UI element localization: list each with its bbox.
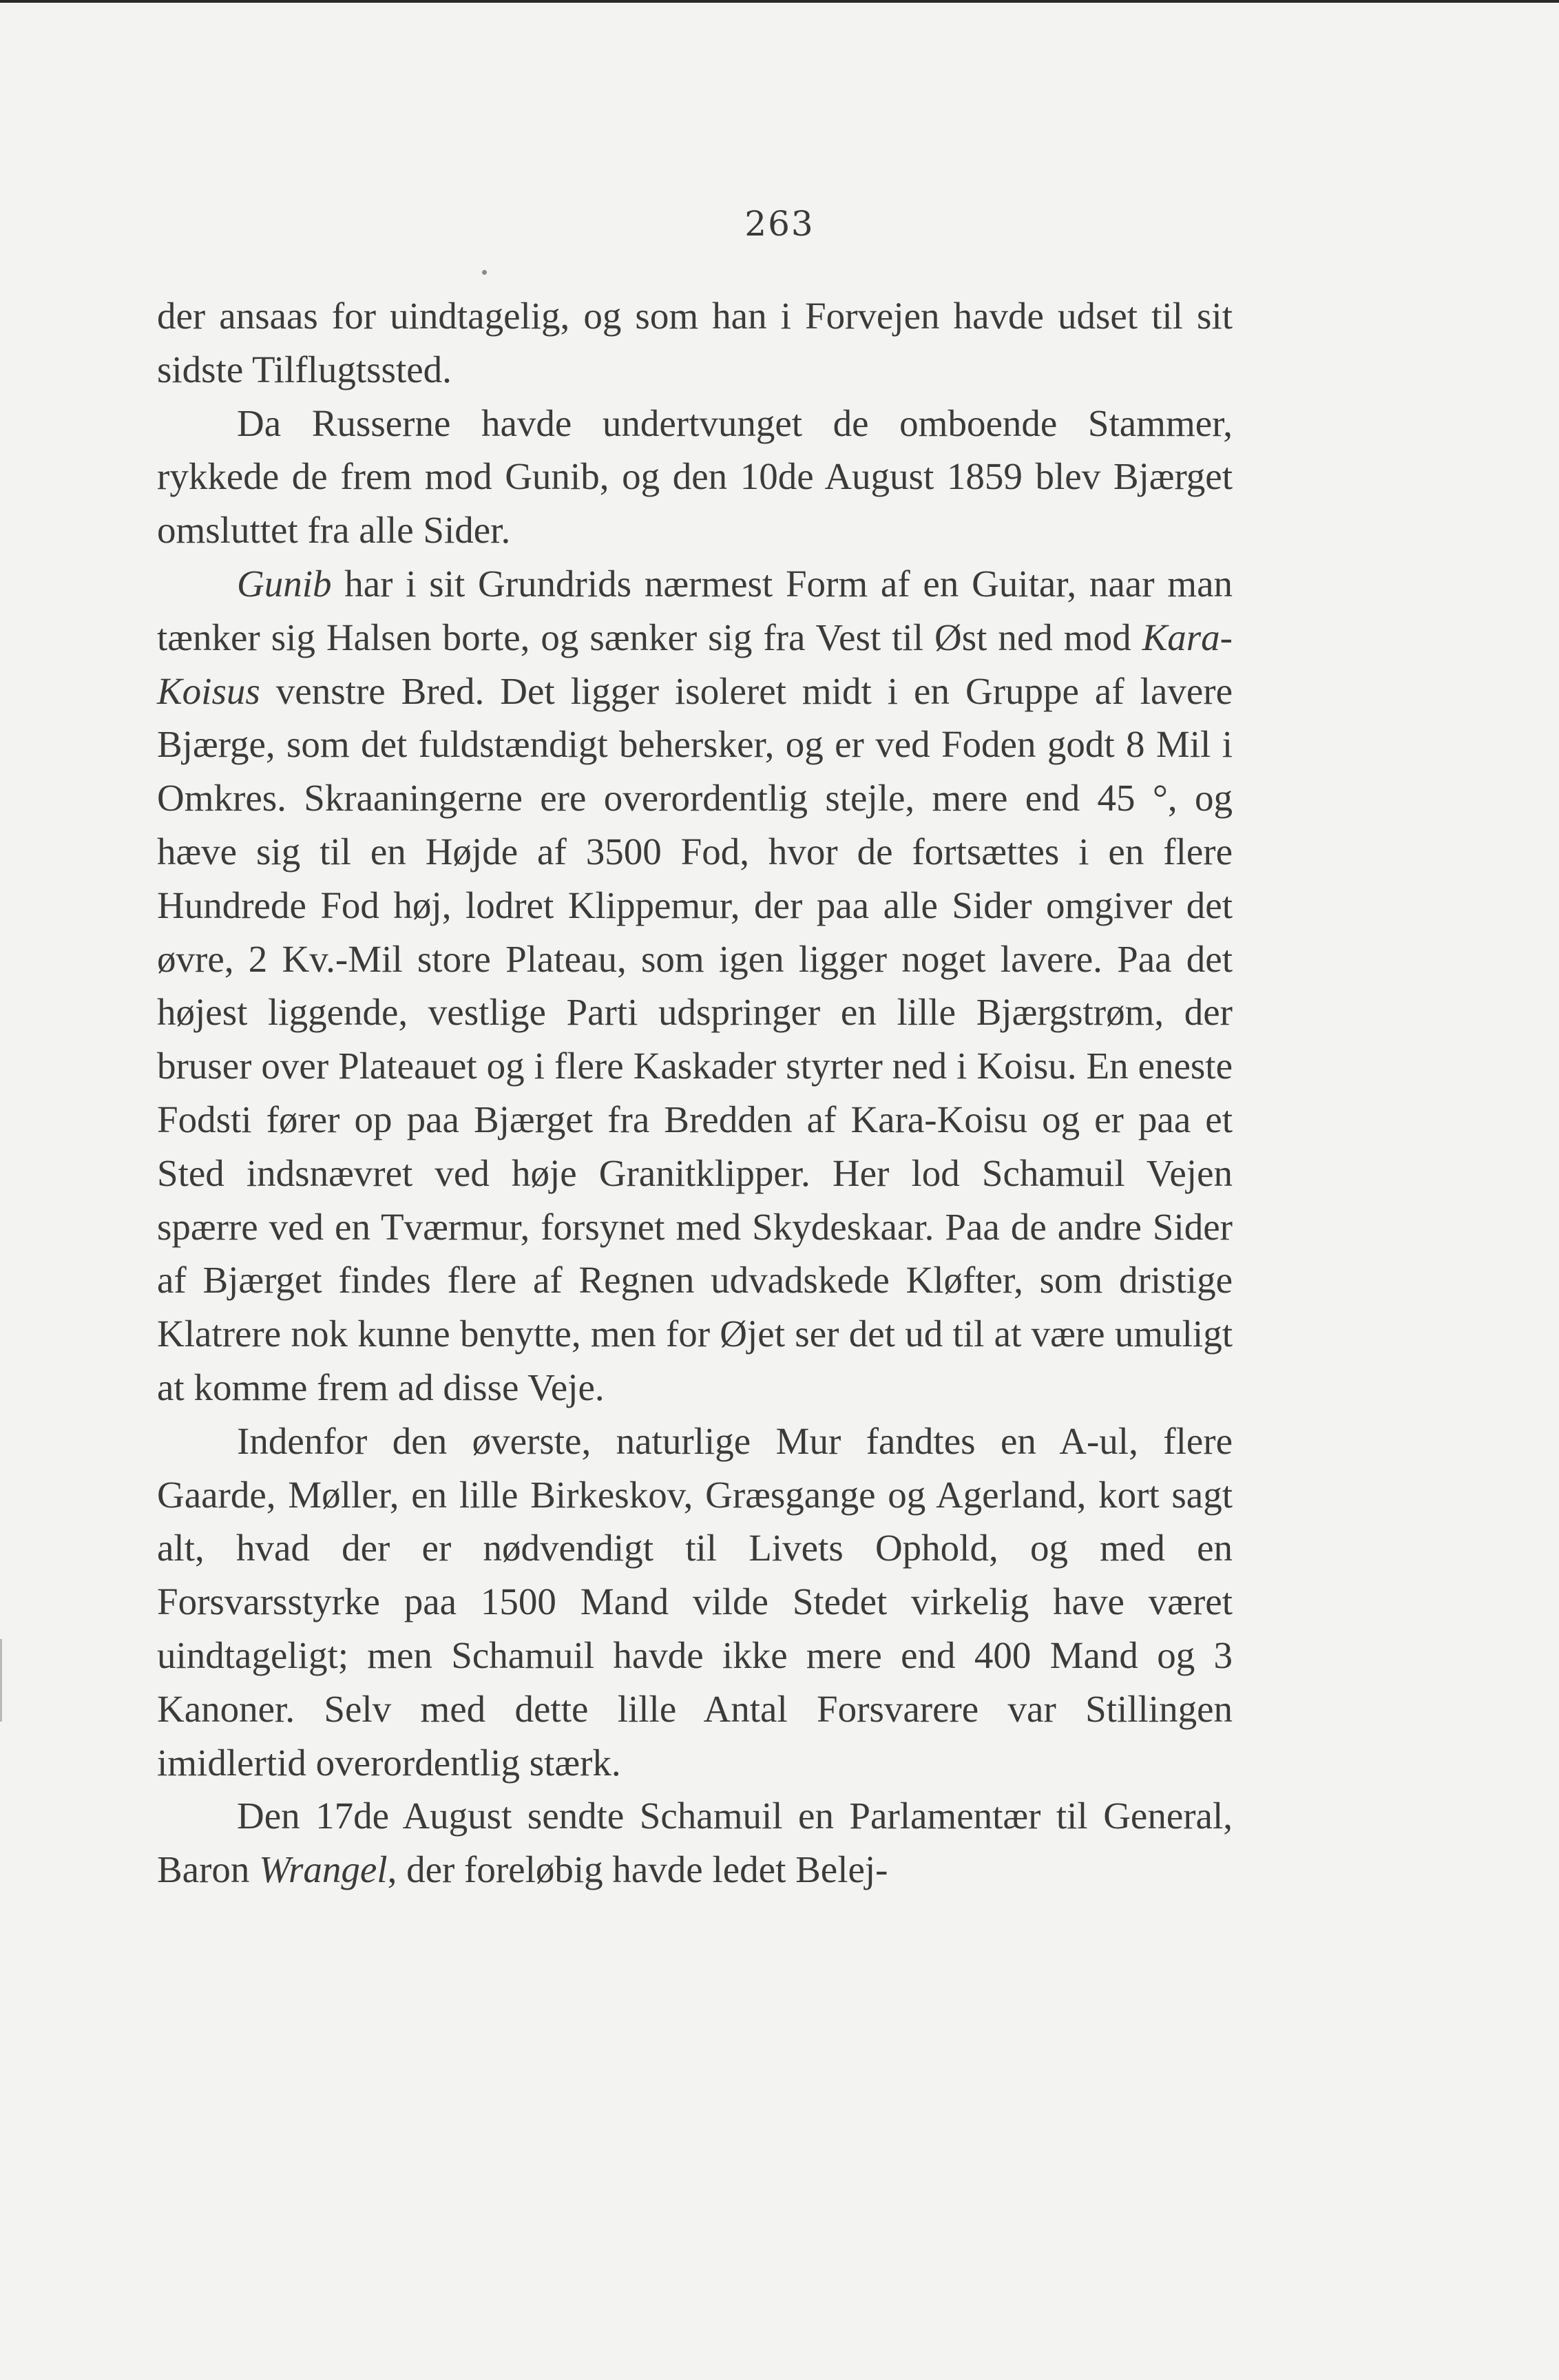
page-number: 263 — [744, 204, 815, 244]
body-text — [157, 289, 1233, 1897]
paragraph-5 — [157, 1789, 1233, 1897]
italic-river-name: Kara-Koisus — [157, 616, 1233, 712]
scan-edge — [0, 0, 1559, 3]
paragraph-5-text-a: Den 17de August sendte Schamuil en Parlamentær til General, Baron — [157, 1795, 1233, 1891]
italic-person-name: Wrangel — [259, 1848, 388, 1891]
italic-place-name: Gunib — [237, 562, 332, 605]
paragraph-5-text-b: , der foreløbig havde ledet Belej- — [387, 1848, 888, 1891]
binding-shadow — [0, 1639, 2, 1722]
paragraph-3-text-a: har i sit Grundrids nærmest Form af en Guitar, naar man tænker sig Halsen borte, og sænker sig fra Vest til Øst ned mod — [157, 562, 1233, 658]
paragraph-3 — [157, 557, 1233, 1415]
paragraph-1: der ansaas for uindtagelig, og som han i Forvejen havde udset til sit sidste Tilflugtssted. — [157, 295, 1233, 390]
print-speck — [482, 270, 487, 275]
paragraph-2: Da Russerne havde undertvunget de omboende Stammer, rykkede de frem mod Gunib, og den 10de August 1859 blev Bjærget omsluttet fra alle Sider. — [157, 401, 1233, 552]
paragraph-3-text-b: venstre Bred. Det ligger isoleret midt i en Gruppe af lavere Bjærge, som det fuldstændigt behersker, og er ved Foden godt 8 Mil i Omkres. Skraaningerne ere overordentlig stejle, mere end 45 °, og hæve sig til en Højde af 3500 Fod, hvor de fortsættes i en flere Hundrede Fod høj, lodret Klippemur, der paa alle Sider omgiver det øvre, 2 Kv.-Mil store Plateau, som igen ligger noget lavere. Paa det højest liggende, vestlige Parti udspringer en lille Bjærgstrøm, der bruser over Plateauet og i flere Kaskader styrter ned i Koisu. En eneste Fodsti fører op paa Bjærget fra Bredden af Kara-Koisu og er paa et Sted indsnævret ved høje Granitklipper. Her lod Schamuil Vejen spærre ved en Tværmur, forsynet med Skydeskaar. Paa de andre Sider af Bjærget findes flere af Regnen udvadskede Kløfter, som dristige Klatrere nok kunne benytte, men for Øjet ser det ud til at være umuligt at komme frem ad disse Veje. — [157, 669, 1233, 1408]
paragraph-4: Indenfor den øverste, naturlige Mur fandtes en A-ul, flere Gaarde, Møller, en lille Birkeskov, Græsgange og Agerland, kort sagt alt, hvad der er nødvendigt til Livets Ophold, og med en Forsvarsstyrke paa 1500 Mand vilde Stedet virkelig have været uindtageligt; men Schamuil havde ikke mere end 400 Mand og 3 Kanoner. Selv med dette lille Antal Forsvarere var Stillingen imidlertid overordentlig stærk. — [157, 1419, 1233, 1784]
